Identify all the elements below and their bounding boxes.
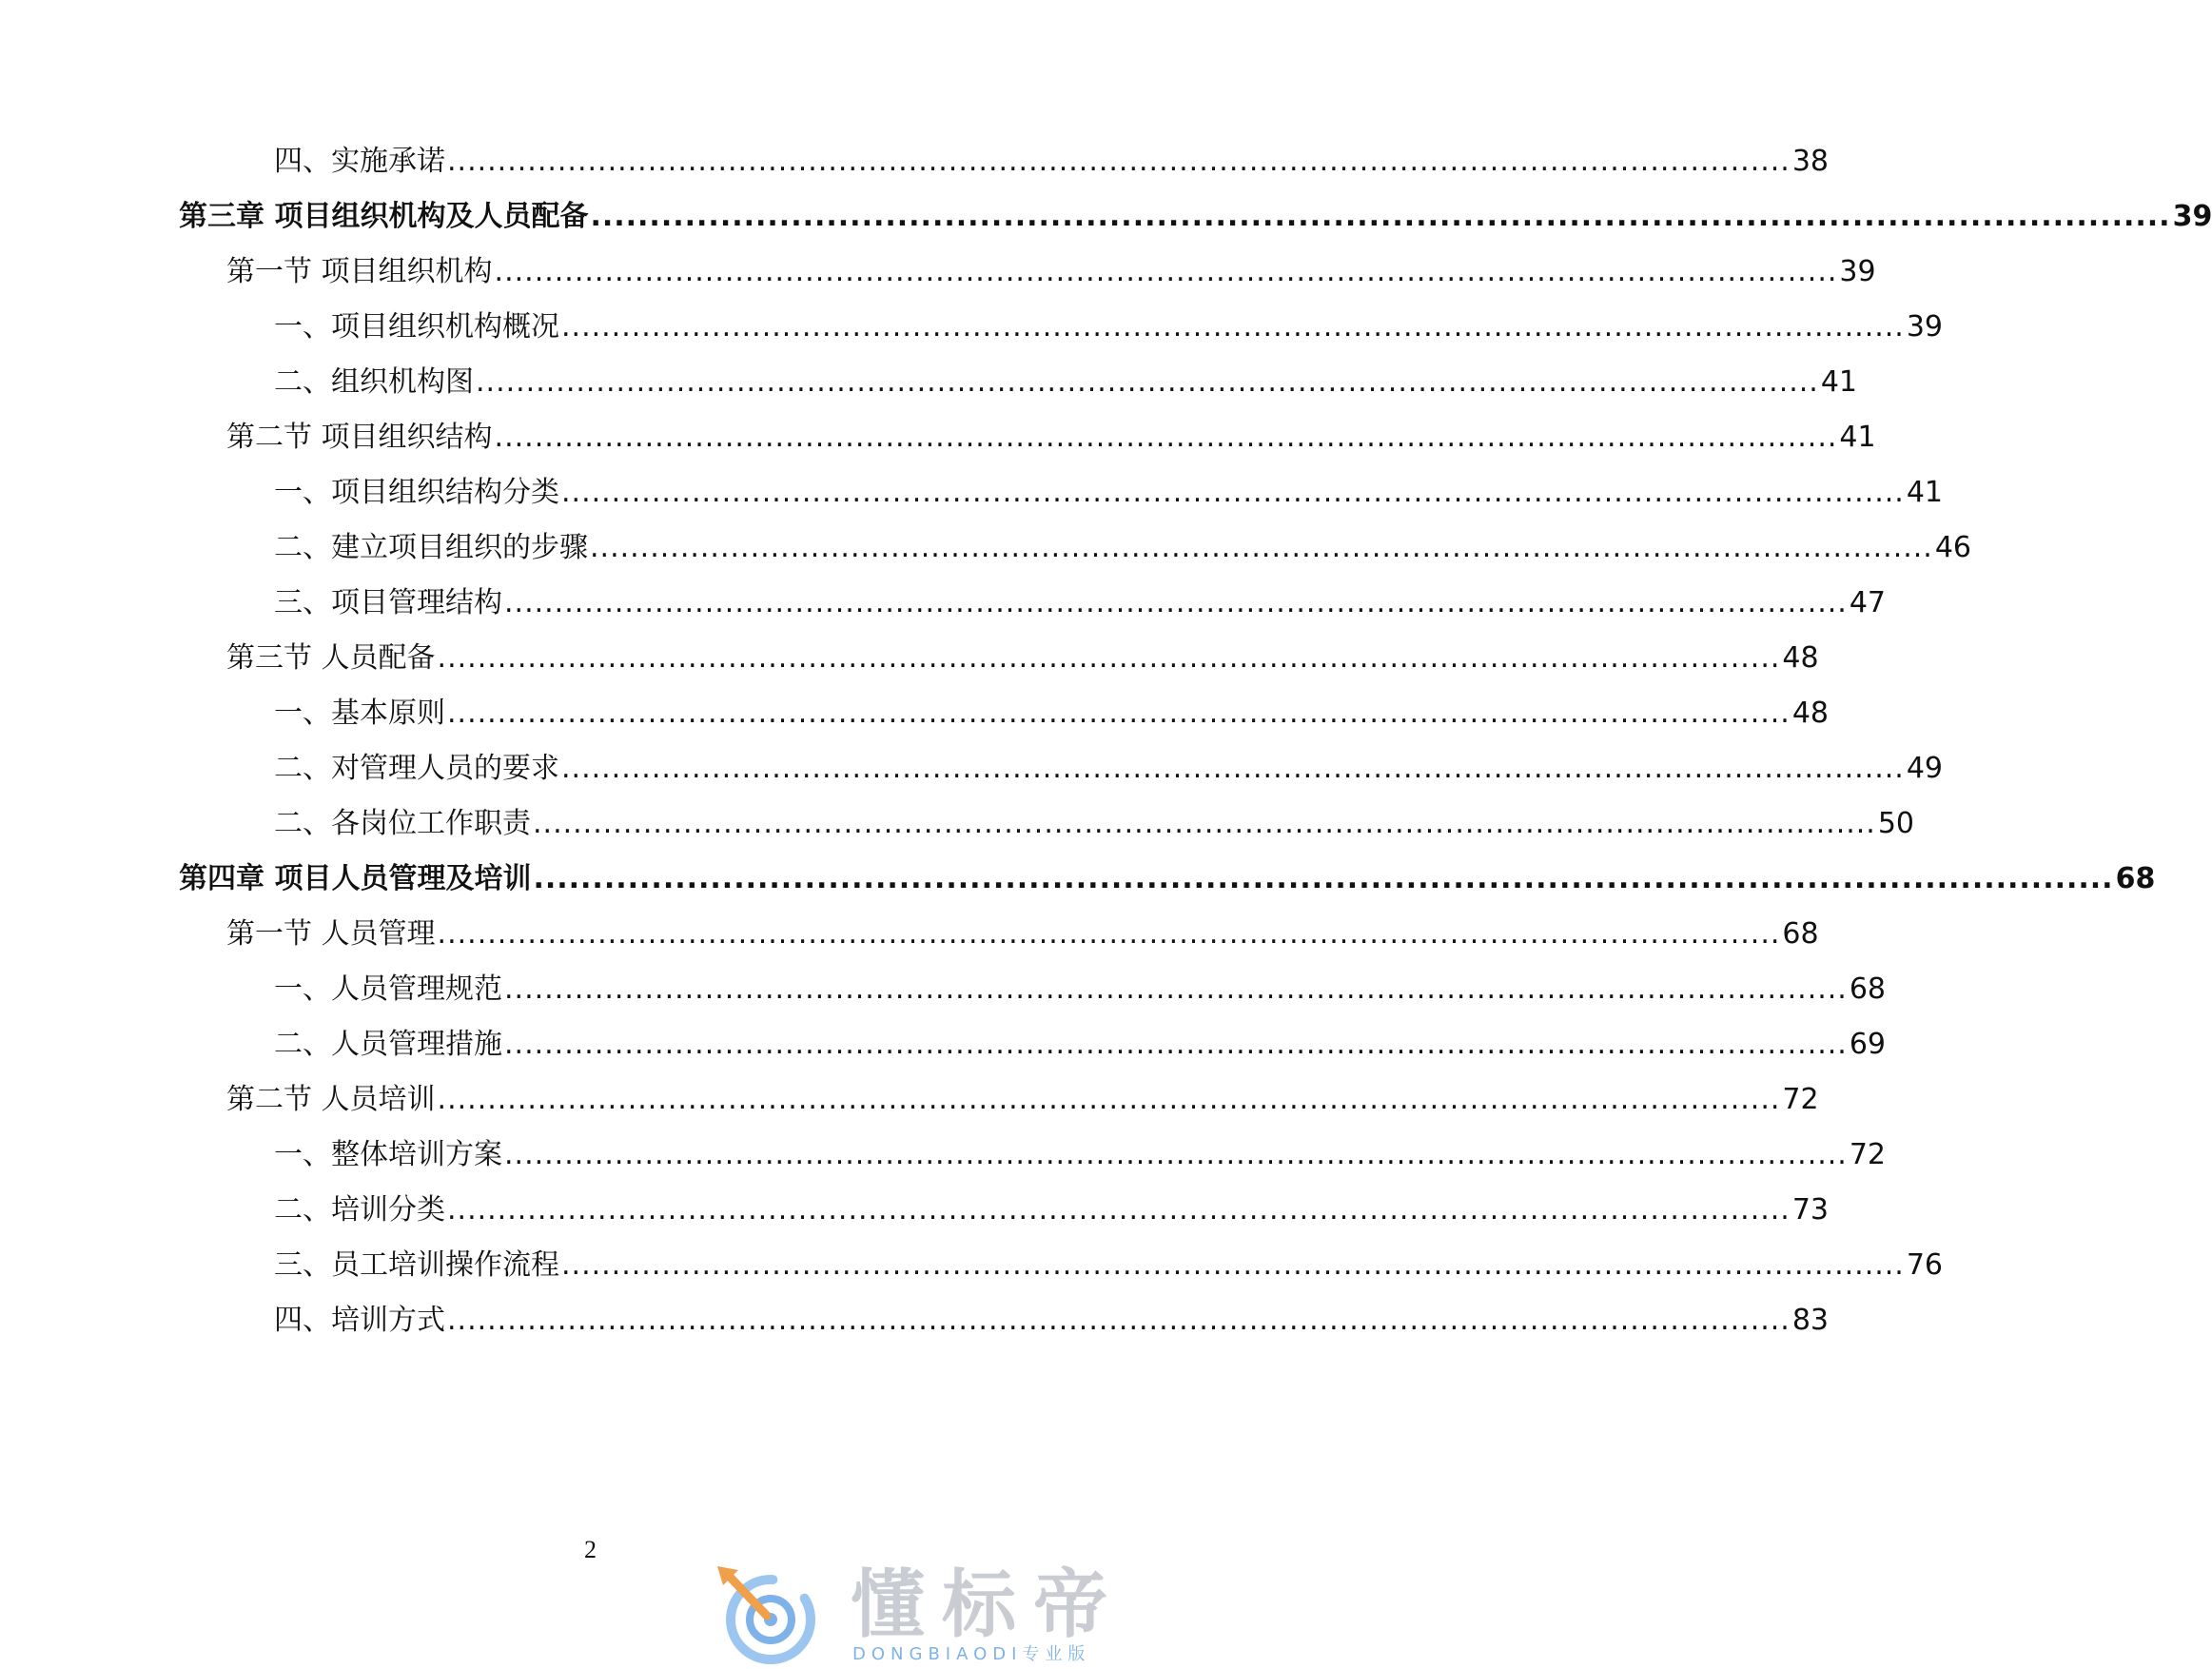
toc-dot-leader: ...................................................................................................................................... bbox=[437, 1083, 1781, 1116]
toc-entry[interactable] bbox=[179, 196, 2212, 238]
toc-entry-title: 一、整体培训方案 bbox=[274, 1138, 502, 1171]
toc-entry-title: 二、人员管理措施 bbox=[274, 1028, 502, 1061]
toc-dot-leader: ...................................................................................................................................... bbox=[494, 421, 1838, 454]
toc-entry-title: 三、员工培训操作流程 bbox=[274, 1248, 559, 1282]
toc-entry-title: 一、基本原则 bbox=[274, 697, 445, 730]
toc-entry[interactable] bbox=[274, 1189, 1830, 1231]
toc-entry-page: 41 bbox=[1839, 421, 1876, 454]
toc-entry[interactable] bbox=[226, 638, 1819, 679]
toc-entry-page: 72 bbox=[1782, 1083, 1819, 1116]
toc-entry-page: 72 bbox=[1849, 1138, 1887, 1171]
target-logo-icon bbox=[710, 1564, 824, 1665]
watermark-brand: 懂标帝 bbox=[851, 1562, 1126, 1648]
toc-entry-title: 第一节 人员管理 bbox=[226, 917, 436, 951]
toc-entry-page: 39 bbox=[1906, 310, 1944, 344]
toc-dot-leader: ...................................................................................................................................... bbox=[476, 365, 1819, 399]
watermark bbox=[710, 1564, 1166, 1665]
toc-entry-title: 一、项目组织结构分类 bbox=[274, 476, 559, 509]
toc-entry-title: 二、培训分类 bbox=[274, 1193, 445, 1227]
watermark-subtitle: DONGBIAODI专业版 bbox=[852, 1644, 1091, 1664]
toc-entry-page: 76 bbox=[1906, 1248, 1944, 1282]
toc-entry-page: 39 bbox=[2172, 200, 2212, 233]
toc-entry-page: 68 bbox=[2115, 862, 2156, 895]
toc-entry-page: 83 bbox=[1791, 1304, 1830, 1337]
toc-entry[interactable] bbox=[226, 417, 1876, 459]
toc-dot-leader: ...................................................................................................................................... bbox=[590, 200, 2171, 233]
toc-dot-leader: ...................................................................................................................................... bbox=[504, 586, 1848, 619]
toc-entry-page: 47 bbox=[1849, 586, 1887, 619]
toc-dot-leader: ...................................................................................................................................... bbox=[504, 1028, 1848, 1061]
toc-dot-leader: ...................................................................................................................................... bbox=[494, 255, 1838, 288]
toc-dot-leader: ...................................................................................................................................... bbox=[504, 972, 1848, 1006]
toc-dot-leader: ...................................................................................................................................... bbox=[447, 1304, 1791, 1337]
toc-dot-leader: ...................................................................................................................................... bbox=[437, 917, 1781, 951]
toc-entry[interactable] bbox=[226, 913, 1819, 955]
toc-entry[interactable] bbox=[274, 969, 1887, 1011]
toc-dot-leader: ...................................................................................................................................... bbox=[533, 807, 1876, 840]
toc-entry[interactable] bbox=[274, 1134, 1887, 1176]
toc-entry-title: 一、人员管理规范 bbox=[274, 972, 502, 1006]
toc-entry-title: 第二节 人员培训 bbox=[226, 1083, 436, 1116]
toc-dot-leader: ...................................................................................................................................... bbox=[437, 641, 1781, 675]
toc-entry[interactable] bbox=[274, 693, 1830, 735]
toc-entry[interactable] bbox=[274, 472, 1944, 514]
toc-dot-leader: ...................................................................................................................................... bbox=[561, 752, 1905, 785]
toc-entry-title: 第一节 项目组织机构 bbox=[226, 255, 493, 288]
toc-entry[interactable] bbox=[179, 858, 2156, 900]
toc-entry-page: 39 bbox=[1839, 255, 1876, 288]
toc-entry[interactable] bbox=[274, 1024, 1887, 1066]
toc-dot-leader: ...................................................................................................................................... bbox=[561, 310, 1905, 344]
toc-entry[interactable] bbox=[274, 1300, 1830, 1342]
toc-dot-leader: ...................................................................................................................................... bbox=[561, 1248, 1905, 1282]
toc-entry-title: 第三章 项目组织机构及人员配备 bbox=[179, 200, 589, 233]
toc-entry-page: 50 bbox=[1877, 807, 1915, 840]
toc-entry-title: 第二节 项目组织结构 bbox=[226, 421, 493, 454]
toc-entry[interactable] bbox=[274, 748, 1944, 790]
toc-entry-page: 48 bbox=[1791, 697, 1830, 730]
toc-entry-page: 38 bbox=[1791, 145, 1830, 178]
toc-entry[interactable] bbox=[274, 141, 1830, 183]
toc-entry-title: 四、实施承诺 bbox=[274, 145, 445, 178]
toc-entry-page: 48 bbox=[1782, 641, 1819, 675]
toc-entry[interactable] bbox=[274, 803, 1915, 845]
toc-entry[interactable] bbox=[226, 1079, 1819, 1121]
toc-dot-leader: ...................................................................................................................................... bbox=[561, 476, 1905, 509]
toc-entry[interactable] bbox=[274, 582, 1887, 624]
toc-dot-leader: ...................................................................................................................................... bbox=[447, 1193, 1791, 1227]
toc-entry-title: 第三节 人员配备 bbox=[226, 641, 436, 675]
toc-entry-title: 二、建立项目组织的步骤 bbox=[274, 531, 588, 564]
toc-entry-title: 二、各岗位工作职责 bbox=[274, 807, 531, 840]
toc-entry[interactable] bbox=[274, 527, 1972, 569]
toc-entry[interactable] bbox=[274, 306, 1944, 348]
toc-entry-title: 三、项目管理结构 bbox=[274, 586, 502, 619]
toc-entry-title: 二、组织机构图 bbox=[274, 365, 474, 399]
toc-entry-page: 46 bbox=[1934, 531, 1972, 564]
toc-entry-page: 41 bbox=[1820, 365, 1858, 399]
toc-entry-page: 68 bbox=[1849, 972, 1887, 1006]
toc-dot-leader: ...................................................................................................................................... bbox=[447, 697, 1791, 730]
toc-dot-leader: ...................................................................................................................................... bbox=[504, 1138, 1848, 1171]
toc-entry-title: 一、项目组织机构概况 bbox=[274, 310, 559, 344]
toc-dot-leader: ...................................................................................................................................... bbox=[533, 862, 2114, 895]
toc-entry-page: 73 bbox=[1791, 1193, 1830, 1227]
toc-entry[interactable] bbox=[226, 251, 1876, 293]
toc-entry-page: 69 bbox=[1849, 1028, 1887, 1061]
toc-entry[interactable] bbox=[274, 1245, 1944, 1286]
toc-entry-page: 49 bbox=[1906, 752, 1944, 785]
toc-entry-title: 四、培训方式 bbox=[274, 1304, 445, 1337]
toc-entry-title: 二、对管理人员的要求 bbox=[274, 752, 559, 785]
toc-entry-title: 第四章 项目人员管理及培训 bbox=[179, 862, 532, 895]
toc-dot-leader: ...................................................................................................................................... bbox=[447, 145, 1791, 178]
page-number: 2 bbox=[584, 1536, 597, 1563]
toc-dot-leader: ...................................................................................................................................... bbox=[590, 531, 1933, 564]
toc-entry-page: 68 bbox=[1782, 917, 1819, 951]
toc-entry[interactable] bbox=[274, 362, 1858, 403]
toc-entry-page: 41 bbox=[1906, 476, 1944, 509]
